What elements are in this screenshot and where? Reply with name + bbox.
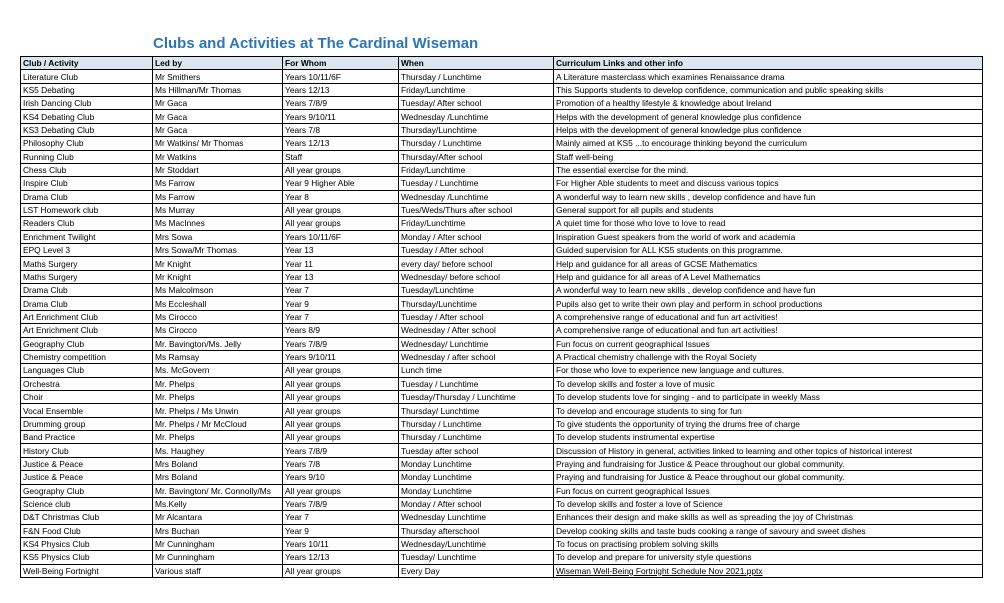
schedule-link[interactable]: Wiseman Well-Being Fortnight Schedule Nov 2021.pptx: [554, 564, 983, 577]
club-cell: Band Practice: [21, 431, 153, 444]
info-cell: A Practical chemistry challenge with the Royal Society: [554, 350, 983, 363]
club-cell: Maths Surgery: [21, 270, 153, 283]
led-by-cell: Ms MacInnes: [153, 217, 283, 230]
for-whom-cell: All year groups: [283, 163, 399, 176]
club-cell: Vocal Ensemble: [21, 404, 153, 417]
for-whom-cell: All year groups: [283, 404, 399, 417]
when-cell: Wednesday/ before school: [399, 270, 554, 283]
club-cell: Languages Club: [21, 364, 153, 377]
club-cell: Philosophy Club: [21, 137, 153, 150]
table-row: [21, 364, 983, 377]
column-header-when: When: [399, 57, 554, 70]
info-cell: For Higher Able students to meet and discuss various topics: [554, 177, 983, 190]
when-cell: every day/ before school: [399, 257, 554, 270]
table-row: [21, 70, 983, 83]
for-whom-cell: Year 13: [283, 270, 399, 283]
table-row: [21, 150, 983, 163]
led-by-cell: Mrs Buchan: [153, 524, 283, 537]
club-cell: Justice & Peace: [21, 457, 153, 470]
led-by-cell: Mr Cunningham: [153, 551, 283, 564]
for-whom-cell: All year groups: [283, 564, 399, 577]
led-by-cell: Mr Alcantara: [153, 511, 283, 524]
club-cell: KS3 Debating Club: [21, 123, 153, 136]
club-cell: Choir: [21, 390, 153, 403]
club-cell: Art Enrichment Club: [21, 324, 153, 337]
for-whom-cell: All year groups: [283, 364, 399, 377]
header-row: [21, 57, 983, 70]
led-by-cell: Ms. McGovern: [153, 364, 283, 377]
table-row: [21, 511, 983, 524]
when-cell: Tuesday/ Lunchtime: [399, 551, 554, 564]
info-cell: A quiet time for those who love to love to read: [554, 217, 983, 230]
club-cell: Orchestra: [21, 377, 153, 390]
info-cell: Help and guidance for all areas of A Level Mathematics: [554, 270, 983, 283]
club-cell: Running Club: [21, 150, 153, 163]
table-row: [21, 230, 983, 243]
column-header-for-whom: For Whom: [283, 57, 399, 70]
table-row: [21, 110, 983, 123]
page-title: Clubs and Activities at The Cardinal Wiseman: [153, 35, 479, 52]
club-cell: Inspire Club: [21, 177, 153, 190]
info-cell: Promotion of a healthy lifestyle & knowledge about Ireland: [554, 97, 983, 110]
table-row: [21, 484, 983, 497]
for-whom-cell: Year 8: [283, 190, 399, 203]
table-body: [21, 70, 983, 578]
led-by-cell: Ms Farrow: [153, 190, 283, 203]
when-cell: Tuesday / Lunchtime: [399, 377, 554, 390]
club-cell: KS4 Debating Club: [21, 110, 153, 123]
table-row: [21, 177, 983, 190]
for-whom-cell: Years 12/13: [283, 551, 399, 564]
when-cell: Tuesday/ After school: [399, 97, 554, 110]
info-cell: Fun focus on current geographical Issues: [554, 484, 983, 497]
info-cell: Praying and fundraising for Justice & Peace throughout our global community.: [554, 457, 983, 470]
for-whom-cell: Year 9 Higher Able: [283, 177, 399, 190]
table-row: [21, 310, 983, 323]
when-cell: Tuesday / After school: [399, 310, 554, 323]
when-cell: Thursday / Lunchtime: [399, 417, 554, 430]
led-by-cell: Mr Watkins/ Mr Thomas: [153, 137, 283, 150]
info-cell: Praying and fundraising for Justice & Peace throughout our global community.: [554, 471, 983, 484]
table-row: [21, 217, 983, 230]
info-cell: General support for all pupils and students: [554, 203, 983, 216]
table-row: [21, 97, 983, 110]
info-cell: A comprehensive range of educational and fun art activities!: [554, 324, 983, 337]
when-cell: Monday / After school: [399, 497, 554, 510]
for-whom-cell: Year 11: [283, 257, 399, 270]
led-by-cell: Mr Cunningham: [153, 537, 283, 550]
when-cell: Friday/Lunchtime: [399, 163, 554, 176]
club-cell: Enrichment Twilight: [21, 230, 153, 243]
when-cell: Thursday / Lunchtime: [399, 70, 554, 83]
club-cell: Justice & Peace: [21, 471, 153, 484]
led-by-cell: Mr Gaca: [153, 123, 283, 136]
table-row: [21, 431, 983, 444]
table-row: [21, 137, 983, 150]
for-whom-cell: Years 12/13: [283, 137, 399, 150]
club-cell: LST Homework club: [21, 203, 153, 216]
for-whom-cell: Year 9: [283, 524, 399, 537]
when-cell: Wednesday/Lunchtime: [399, 537, 554, 550]
table-row: [21, 444, 983, 457]
table-row: [21, 324, 983, 337]
info-cell: To develop and encourage students to sing for fun: [554, 404, 983, 417]
when-cell: Tuesday after school: [399, 444, 554, 457]
led-by-cell: Ms. Haughey: [153, 444, 283, 457]
led-by-cell: Mr. Phelps: [153, 431, 283, 444]
led-by-cell: Mr. Phelps: [153, 390, 283, 403]
info-cell: Discussion of History in general, activities linked to learning and other topics of historical interest: [554, 444, 983, 457]
for-whom-cell: All year groups: [283, 390, 399, 403]
info-cell: A wonderful way to learn new skills , develop confidence and have fun: [554, 284, 983, 297]
club-cell: Literature Club: [21, 70, 153, 83]
led-by-cell: Mrs Sowa/Mr Thomas: [153, 244, 283, 257]
info-cell: Fun focus on current geographical Issues: [554, 337, 983, 350]
club-cell: Drama Club: [21, 190, 153, 203]
led-by-cell: Ms Cirocco: [153, 324, 283, 337]
column-header-led-by: Led by: [153, 57, 283, 70]
info-cell: Mainly aimed at KS5 ...to encourage thinking beyond the curriculum: [554, 137, 983, 150]
info-cell: A wonderful way to learn new skills , develop confidence and have fun: [554, 190, 983, 203]
table-row: [21, 564, 983, 577]
club-cell: Well-Being Fortnight: [21, 564, 153, 577]
when-cell: Tuesday/Lunchtime: [399, 284, 554, 297]
club-cell: Drama Club: [21, 297, 153, 310]
for-whom-cell: Years 7/8/9: [283, 444, 399, 457]
when-cell: Friday/Lunchtime: [399, 83, 554, 96]
led-by-cell: Ms Ramsay: [153, 350, 283, 363]
for-whom-cell: All year groups: [283, 203, 399, 216]
for-whom-cell: Year 13: [283, 244, 399, 257]
when-cell: Wednesday / after school: [399, 350, 554, 363]
club-cell: Science club: [21, 497, 153, 510]
table-row: [21, 390, 983, 403]
for-whom-cell: Year 7: [283, 511, 399, 524]
led-by-cell: Ms Cirocco: [153, 310, 283, 323]
for-whom-cell: Years 7/8/9: [283, 497, 399, 510]
when-cell: Wednesday / After school: [399, 324, 554, 337]
led-by-cell: Ms Hillman/Mr Thomas: [153, 83, 283, 96]
club-cell: Maths Surgery: [21, 257, 153, 270]
when-cell: Thursday/ Lunchtime: [399, 404, 554, 417]
for-whom-cell: Year 7: [283, 310, 399, 323]
table-row: [21, 537, 983, 550]
when-cell: Thursday afterschool: [399, 524, 554, 537]
info-cell: To develop and prepare for university style questions: [554, 551, 983, 564]
when-cell: Every Day: [399, 564, 554, 577]
info-cell: Inspiration Guest speakers from the world of work and academia: [554, 230, 983, 243]
when-cell: Wednesday/ Lunchtime: [399, 337, 554, 350]
when-cell: Tuesday / Lunchtime: [399, 177, 554, 190]
info-cell: To develop students love for singing - and to participate in weekly Mass: [554, 390, 983, 403]
info-cell: Staff well-being: [554, 150, 983, 163]
when-cell: Thursday / Lunchtime: [399, 431, 554, 444]
for-whom-cell: Years 9/10/11: [283, 350, 399, 363]
info-cell: Pupils also get to write their own play and perform in school productions: [554, 297, 983, 310]
info-cell: To focus on practising problem solving skills: [554, 537, 983, 550]
club-cell: D&T Christmas Club: [21, 511, 153, 524]
info-cell: Develop cooking skills and taste buds cooking a range of savoury and sweet dishes: [554, 524, 983, 537]
led-by-cell: Mr. Bavington/ Mr. Connolly/Ms: [153, 484, 283, 497]
table-row: [21, 551, 983, 564]
table-row: [21, 377, 983, 390]
table-row: [21, 404, 983, 417]
for-whom-cell: All year groups: [283, 484, 399, 497]
for-whom-cell: All year groups: [283, 377, 399, 390]
led-by-cell: Mr Knight: [153, 257, 283, 270]
club-cell: Geography Club: [21, 337, 153, 350]
when-cell: Wednesday Lunchtime: [399, 511, 554, 524]
when-cell: Wednesday /Lunchtime: [399, 110, 554, 123]
led-by-cell: Ms Murray: [153, 203, 283, 216]
led-by-cell: Ms.Kelly: [153, 497, 283, 510]
club-cell: Geography Club: [21, 484, 153, 497]
for-whom-cell: Years 10/11: [283, 537, 399, 550]
for-whom-cell: All year groups: [283, 417, 399, 430]
club-cell: EPQ Level 3: [21, 244, 153, 257]
led-by-cell: Mrs Boland: [153, 471, 283, 484]
for-whom-cell: Years 8/9: [283, 324, 399, 337]
for-whom-cell: Year 9: [283, 297, 399, 310]
club-cell: Readers Club: [21, 217, 153, 230]
clubs-table: [20, 56, 983, 578]
for-whom-cell: Years 10/11/6F: [283, 230, 399, 243]
info-cell: For those who love to experience new language and cultures.: [554, 364, 983, 377]
club-cell: Irish Dancing Club: [21, 97, 153, 110]
table-row: [21, 83, 983, 96]
club-cell: Drama Club: [21, 284, 153, 297]
led-by-cell: Mr Stoddart: [153, 163, 283, 176]
led-by-cell: Mr Watkins: [153, 150, 283, 163]
for-whom-cell: Years 7/8/9: [283, 337, 399, 350]
led-by-cell: Ms Farrow: [153, 177, 283, 190]
for-whom-cell: Year 7: [283, 284, 399, 297]
table-row: [21, 257, 983, 270]
for-whom-cell: Years 12/13: [283, 83, 399, 96]
for-whom-cell: Years 10/11/6F: [283, 70, 399, 83]
for-whom-cell: Years 9/10: [283, 471, 399, 484]
info-cell: Enhances their design and make skills as well as spreading the joy of Christmas: [554, 511, 983, 524]
when-cell: Lunch time: [399, 364, 554, 377]
when-cell: Tuesday/Thursday / Lunchtime: [399, 390, 554, 403]
info-cell: A Literature masterclass which examines Renaissance drama: [554, 70, 983, 83]
when-cell: Thursday/Lunchtime: [399, 297, 554, 310]
when-cell: Tuesday / After school: [399, 244, 554, 257]
led-by-cell: Mr. Phelps: [153, 377, 283, 390]
club-cell: KS5 Debating: [21, 83, 153, 96]
led-by-cell: Mr. Phelps / Mr McCloud: [153, 417, 283, 430]
when-cell: Thursday/Lunchtime: [399, 123, 554, 136]
when-cell: Friday/Lunchtime: [399, 217, 554, 230]
table-row: [21, 284, 983, 297]
when-cell: Thursday/After school: [399, 150, 554, 163]
led-by-cell: Mr. Bavington/Ms. Jelly: [153, 337, 283, 350]
led-by-cell: Mrs Boland: [153, 457, 283, 470]
info-cell: Help and guidance for all areas of GCSE Mathematics: [554, 257, 983, 270]
table-row: [21, 190, 983, 203]
column-header-curriculum-links: Curriculum Links and other info: [554, 57, 983, 70]
table-row: [21, 244, 983, 257]
column-header-club: Club / Activity: [21, 57, 153, 70]
table-row: [21, 497, 983, 510]
club-cell: KS4 Physics Club: [21, 537, 153, 550]
info-cell: Helps with the development of general knowledge plus confidence: [554, 110, 983, 123]
led-by-cell: Mr Knight: [153, 270, 283, 283]
info-cell: This Supports students to develop confidence, communication and public speaking skills: [554, 83, 983, 96]
led-by-cell: Ms Eccleshall: [153, 297, 283, 310]
led-by-cell: Mr Gaca: [153, 97, 283, 110]
table-row: [21, 417, 983, 430]
info-cell: To develop skills and foster a love of music: [554, 377, 983, 390]
info-cell: To develop skills and foster a love of Science: [554, 497, 983, 510]
when-cell: Monday Lunchtime: [399, 457, 554, 470]
info-cell: To give students the opportunity of trying the drums free of charge: [554, 417, 983, 430]
led-by-cell: Mrs Sowa: [153, 230, 283, 243]
table-row: [21, 471, 983, 484]
led-by-cell: Ms Malcolmson: [153, 284, 283, 297]
for-whom-cell: Years 7/8: [283, 457, 399, 470]
led-by-cell: Mr Gaca: [153, 110, 283, 123]
club-cell: KS5 Physics Club: [21, 551, 153, 564]
club-cell: Art Enrichment Club: [21, 310, 153, 323]
table-row: [21, 337, 983, 350]
club-cell: F&N Food Club: [21, 524, 153, 537]
led-by-cell: Mr Smithers: [153, 70, 283, 83]
info-cell: To develop students instrumental expertise: [554, 431, 983, 444]
table-row: [21, 270, 983, 283]
info-cell: A comprehensive range of educational and fun art activities!: [554, 310, 983, 323]
info-cell: Guided supervision for ALL KS5 students on this programme.: [554, 244, 983, 257]
when-cell: Monday Lunchtime: [399, 471, 554, 484]
for-whom-cell: Staff: [283, 150, 399, 163]
led-by-cell: Various staff: [153, 564, 283, 577]
table-row: [21, 297, 983, 310]
table-row: [21, 457, 983, 470]
when-cell: Tues/Weds/Thurs after school: [399, 203, 554, 216]
table-row: [21, 163, 983, 176]
when-cell: Thursday / Lunchtime: [399, 137, 554, 150]
table-row: [21, 123, 983, 136]
table-row: [21, 203, 983, 216]
for-whom-cell: Years 7/8: [283, 123, 399, 136]
when-cell: Monday / After school: [399, 230, 554, 243]
club-cell: Drumming group: [21, 417, 153, 430]
led-by-cell: Mr. Phelps / Ms Unwin: [153, 404, 283, 417]
for-whom-cell: All year groups: [283, 217, 399, 230]
club-cell: Chess Club: [21, 163, 153, 176]
club-cell: History Club: [21, 444, 153, 457]
for-whom-cell: Years 9/10/11: [283, 110, 399, 123]
info-cell: Helps with the development of general knowledge plus confidence: [554, 123, 983, 136]
table-row: [21, 524, 983, 537]
club-cell: Chemistry competition: [21, 350, 153, 363]
for-whom-cell: All year groups: [283, 431, 399, 444]
info-cell: The essential exercise for the mind.: [554, 163, 983, 176]
when-cell: Monday Lunchtime: [399, 484, 554, 497]
table-row: [21, 350, 983, 363]
when-cell: Wednesday /Lunchtime: [399, 190, 554, 203]
for-whom-cell: Years 7/8/9: [283, 97, 399, 110]
